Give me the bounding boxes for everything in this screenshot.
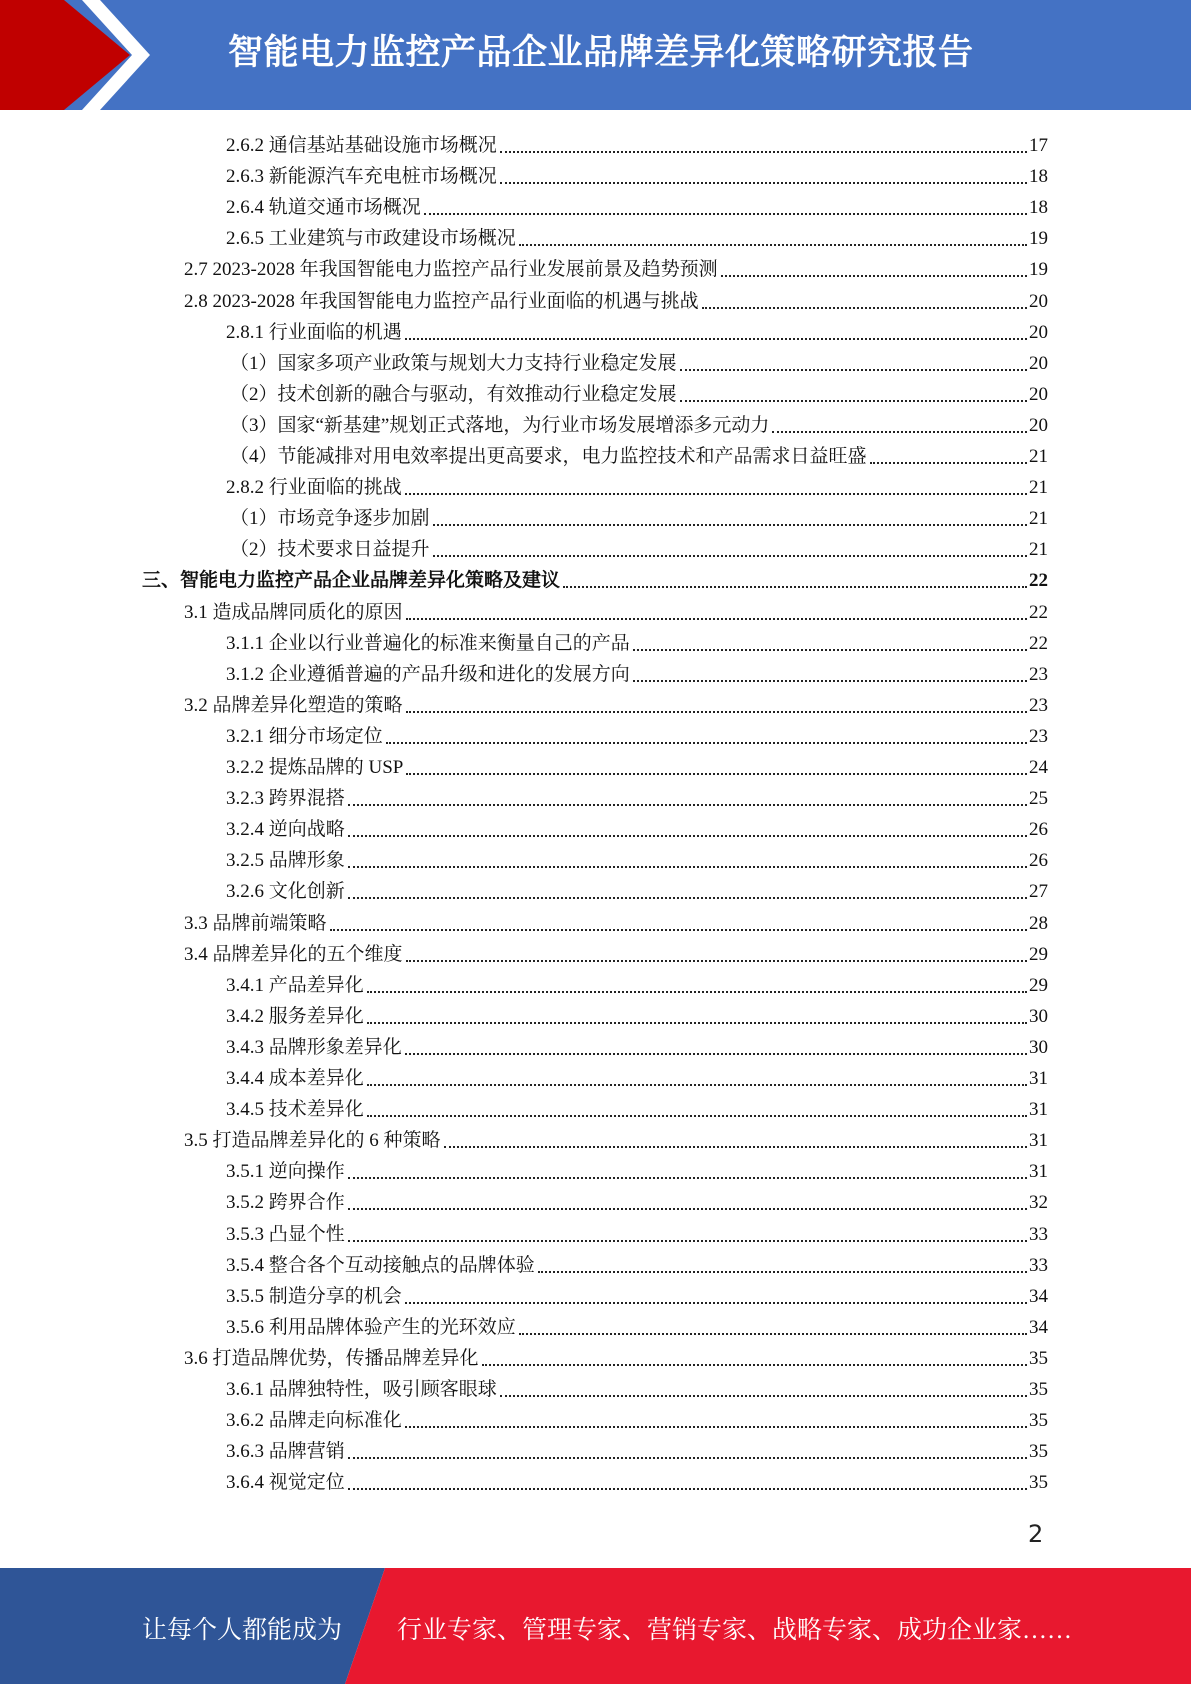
toc-dot-leader: [433, 502, 1027, 526]
page-header: [0, 0, 1191, 110]
toc-dot-leader: [367, 1093, 1027, 1117]
toc-entry[interactable]: [184, 905, 1048, 936]
toc-entry-page: 29: [1029, 943, 1048, 965]
toc-entry[interactable]: [226, 718, 1048, 749]
toc-entry-page: 22: [1029, 632, 1048, 654]
toc-entry-page: 26: [1029, 850, 1048, 872]
toc-dot-leader: [563, 564, 1027, 588]
toc-dot-leader: [870, 440, 1027, 464]
toc-entry-title: 2.7 2023-2028 年我国智能电力监控产品行业发展前景及趋势预测: [184, 259, 718, 281]
toc-entry-page: 20: [1029, 352, 1048, 374]
toc-dot-leader: [406, 689, 1027, 713]
toc-entry-title: （4）节能减排对用电效率提出更高要求，电力监控技术和产品需求日益旺盛: [230, 446, 867, 467]
toc-entry-page: 20: [1029, 383, 1048, 405]
toc-entry-title: 3.5.2 跨界合作: [226, 1192, 345, 1214]
toc-dot-leader: [721, 253, 1027, 277]
toc-entry-title: 3.4.3 品牌形象差异化: [226, 1036, 402, 1058]
page-number: 2: [1028, 1520, 1044, 1548]
toc-dot-leader: [424, 191, 1027, 215]
toc-dot-leader: [367, 1062, 1027, 1086]
toc-entry-title: （2）技术要求日益提升: [230, 539, 430, 561]
toc-entry[interactable]: [226, 656, 1048, 687]
toc-entry-page: 35: [1029, 1472, 1048, 1494]
toc-dot-leader: [348, 1435, 1027, 1459]
toc-entry-title: 3.2.1 细分市场定位: [226, 725, 383, 747]
toc-entry[interactable]: [184, 687, 1048, 718]
toc-entry[interactable]: [226, 1247, 1048, 1278]
toc-entry-page: 26: [1029, 819, 1048, 841]
toc-entry-title: 3.6.4 视觉定位: [226, 1472, 345, 1494]
toc-entry[interactable]: [226, 189, 1048, 220]
toc-dot-leader: [330, 907, 1027, 931]
toc-entry[interactable]: [184, 1340, 1048, 1371]
toc-entry[interactable]: [230, 500, 1048, 531]
toc-dot-leader: [500, 129, 1027, 153]
toc-entry[interactable]: [230, 407, 1048, 438]
toc-dot-leader: [405, 1280, 1027, 1304]
toc-entry-title: 3.4 品牌差异化的五个维度: [184, 943, 403, 965]
toc-entry[interactable]: [230, 376, 1048, 407]
toc-dot-leader: [406, 938, 1027, 962]
toc-entry[interactable]: [226, 1091, 1048, 1122]
toc-entry-page: 35: [1029, 1347, 1048, 1369]
toc-entry-page: 34: [1029, 1285, 1048, 1307]
toc-dot-leader: [444, 1124, 1027, 1148]
toc-entry-page: 33: [1029, 1223, 1048, 1245]
toc-dot-leader: [680, 347, 1027, 371]
toc-entry-title: 3.5.3 凸显个性: [226, 1223, 345, 1245]
toc-entry-title: 3.6.3 品牌营销: [226, 1441, 345, 1463]
toc-entry[interactable]: [226, 780, 1048, 811]
toc-entry-title: 3.2 品牌差异化塑造的策略: [184, 694, 403, 716]
toc-dot-leader: [386, 720, 1027, 744]
toc-entry-title: 2.6.4 轨道交通市场概况: [226, 197, 421, 219]
toc-dot-leader: [482, 1342, 1027, 1366]
toc-entry-title: 3.1.2 企业遵循普遍的产品升级和进化的发展方向: [226, 663, 630, 685]
toc-entry-title: 3.4.5 技术差异化: [226, 1099, 364, 1121]
toc-entry-page: 35: [1029, 1410, 1048, 1432]
toc-entry-title: 3.3 品牌前端策略: [184, 912, 327, 934]
toc-dot-leader: [406, 596, 1027, 620]
toc-dot-leader: [538, 1249, 1027, 1273]
document-title: 智能电力监控产品企业品牌差异化策略研究报告: [228, 33, 974, 73]
toc-entry-page: 19: [1029, 228, 1048, 250]
toc-entry-title: 2.6.2 通信基站基础设施市场概况: [226, 135, 497, 156]
toc-entry[interactable]: [226, 127, 1048, 158]
toc-entry[interactable]: [226, 1216, 1048, 1247]
toc-entry-page: 22: [1029, 570, 1048, 592]
toc-dot-leader: [405, 1031, 1027, 1055]
toc-entry[interactable]: [226, 314, 1048, 345]
toc-entry-title: 3.2.5 品牌形象: [226, 850, 345, 872]
toc-entry-page: 18: [1029, 197, 1048, 219]
toc-entry-page: 28: [1029, 912, 1048, 934]
toc-entry-title: 2.8.2 行业面临的挑战: [226, 477, 402, 499]
toc-entry-title: 2.6.5 工业建筑与市政建设市场概况: [226, 228, 516, 250]
toc-entry-title: 三、智能电力监控产品企业品牌差异化策略及建议: [142, 570, 561, 592]
toc-entry-title: 3.6 打造品牌优势，传播品牌差异化: [184, 1347, 479, 1369]
toc-entry-page: 31: [1029, 1130, 1048, 1152]
toc-entry[interactable]: [226, 1153, 1048, 1184]
toc-entry-page: 23: [1029, 663, 1048, 685]
toc-entry[interactable]: [226, 967, 1048, 998]
toc-entry-page: 35: [1029, 1379, 1048, 1400]
toc-entry-page: 21: [1029, 508, 1048, 530]
toc-entry[interactable]: [184, 251, 1048, 282]
toc-entry-title: 3.1.1 企业以行业普遍化的标准来衡量自己的产品: [226, 632, 630, 654]
toc-entry-page: 17: [1029, 135, 1048, 156]
toc-entry-title: 3.6.2 品牌走向标准化: [226, 1410, 402, 1432]
toc-entry[interactable]: [226, 1402, 1048, 1433]
toc-entry-page: 19: [1029, 259, 1048, 281]
toc-entry-page: 20: [1029, 321, 1048, 343]
toc-entry[interactable]: [226, 842, 1048, 873]
toc-entry-title: 3.5.5 制造分享的机会: [226, 1285, 402, 1307]
toc-entry-page: 30: [1029, 1005, 1048, 1027]
toc-entry-title: （2）技术创新的融合与驱动，有效推动行业稳定发展: [230, 383, 677, 405]
toc-dot-leader: [406, 751, 1027, 775]
toc-entry[interactable]: [226, 749, 1048, 780]
toc-dot-leader: [405, 471, 1027, 495]
toc-entry-page: 34: [1029, 1316, 1048, 1338]
toc-entry-title: 3.2.3 跨界混搭: [226, 788, 345, 810]
toc-entry-page: 18: [1029, 166, 1048, 188]
toc-entry[interactable]: [230, 438, 1048, 469]
toc-entry[interactable]: [184, 594, 1048, 625]
toc-entry-page: 31: [1029, 1161, 1048, 1183]
toc-dot-leader: [348, 1218, 1027, 1242]
toc-entry[interactable]: [226, 1309, 1048, 1340]
toc-entry-title: 3.4.2 服务差异化: [226, 1005, 364, 1027]
toc-entry-title: 3.5 打造品牌差异化的 6 种策略: [184, 1130, 441, 1152]
toc-entry-title: （3）国家“新基建”规划正式落地，为行业市场发展增添多元动力: [230, 414, 770, 436]
toc-entry-page: 21: [1029, 477, 1048, 499]
footer-slogan-right: 行业专家、管理专家、营销专家、战略专家、成功企业家……: [397, 1617, 1073, 1644]
toc-entry[interactable]: [226, 158, 1048, 189]
toc-dot-leader: [348, 782, 1027, 806]
toc-entry-page: 33: [1029, 1254, 1048, 1276]
toc-entry-title: 3.5.6 利用品牌体验产生的光环效应: [226, 1316, 516, 1338]
toc-entry-page: 31: [1029, 1068, 1048, 1089]
toc-entry-page: 29: [1029, 974, 1048, 996]
toc-dot-leader: [405, 316, 1027, 340]
toc-entry-page: 23: [1029, 694, 1048, 716]
toc-entry[interactable]: [226, 1278, 1048, 1309]
toc-entry[interactable]: [226, 1371, 1048, 1402]
toc-dot-leader: [405, 1404, 1027, 1428]
page-footer: [0, 1568, 1191, 1684]
toc-dot-leader: [702, 285, 1027, 309]
toc-entry-page: 21: [1029, 539, 1048, 561]
toc-entry-title: 3.2.2 提炼品牌的 USP: [226, 757, 404, 778]
toc-entry-title: 3.5.1 逆向操作: [226, 1161, 345, 1183]
toc-entry[interactable]: [226, 1029, 1048, 1060]
toc-dot-leader: [348, 1155, 1027, 1179]
toc-entry-page: 27: [1029, 881, 1048, 903]
toc-entry-title: 3.4.1 产品差异化: [226, 974, 364, 996]
footer-slogan-left: 让每个人都能成为: [142, 1617, 343, 1644]
toc-entry-page: 25: [1029, 788, 1048, 810]
toc-entry-page: 30: [1029, 1036, 1048, 1058]
toc-dot-leader: [500, 160, 1027, 184]
toc-entry-page: 23: [1029, 725, 1048, 747]
toc-dot-leader: [348, 875, 1027, 899]
toc-dot-leader: [680, 378, 1027, 402]
toc-dot-leader: [367, 969, 1027, 993]
toc-entry-page: 20: [1029, 414, 1048, 436]
toc-entry[interactable]: [142, 562, 1048, 593]
toc-dot-leader: [772, 409, 1027, 433]
toc-dot-leader: [519, 1311, 1027, 1335]
toc-entry-title: 2.8.1 行业面临的机遇: [226, 321, 402, 343]
toc-entry[interactable]: [226, 469, 1048, 500]
toc-entry-title: 3.4.4 成本差异化: [226, 1068, 364, 1089]
toc-entry[interactable]: [226, 998, 1048, 1029]
toc-entry-title: 3.6.1 品牌独特性，吸引顾客眼球: [226, 1379, 497, 1400]
toc-entry[interactable]: [226, 1464, 1048, 1495]
toc-entry-title: （1）市场竞争逐步加剧: [230, 508, 430, 530]
toc-entry[interactable]: [226, 625, 1048, 656]
toc-dot-leader: [519, 222, 1027, 246]
toc-entry[interactable]: [230, 345, 1048, 376]
toc-entry[interactable]: [184, 1122, 1048, 1153]
toc-entry-page: 31: [1029, 1099, 1048, 1121]
toc-entry-page: 24: [1029, 757, 1048, 778]
toc-dot-leader: [633, 658, 1027, 682]
toc-entry-title: 3.2.6 文化创新: [226, 881, 345, 903]
toc-entry[interactable]: [184, 283, 1048, 314]
toc-entry-page: 35: [1029, 1441, 1048, 1463]
toc-entry-title: 3.1 造成品牌同质化的原因: [184, 601, 403, 623]
toc-entry[interactable]: [184, 936, 1048, 967]
toc-dot-leader: [348, 813, 1027, 837]
toc-entry-title: 2.8 2023-2028 年我国智能电力监控产品行业面临的机遇与挑战: [184, 290, 699, 312]
toc-dot-leader: [348, 844, 1027, 868]
toc-entry-title: （1）国家多项产业政策与规划大力支持行业稳定发展: [230, 352, 677, 374]
toc-dot-leader: [367, 1000, 1027, 1024]
toc-entry-title: 3.5.4 整合各个互动接触点的品牌体验: [226, 1254, 535, 1276]
toc-entry-title: 2.6.3 新能源汽车充电桩市场概况: [226, 166, 497, 188]
toc-entry[interactable]: [226, 873, 1048, 904]
toc-entry-title: 3.2.4 逆向战略: [226, 819, 345, 841]
toc-entry[interactable]: [230, 531, 1048, 562]
toc-entry[interactable]: [226, 811, 1048, 842]
toc-dot-leader: [348, 1466, 1027, 1490]
toc-entry[interactable]: [226, 1184, 1048, 1215]
toc-dot-leader: [500, 1373, 1027, 1397]
toc-dot-leader: [348, 1186, 1027, 1210]
toc-entry-page: 21: [1029, 446, 1048, 467]
toc-entry[interactable]: [226, 1433, 1048, 1464]
toc-entry-page: 22: [1029, 601, 1048, 623]
toc-entry[interactable]: [226, 1060, 1048, 1091]
toc-entry-page: 20: [1029, 290, 1048, 312]
toc-entry[interactable]: [226, 220, 1048, 251]
toc-entry-page: 32: [1029, 1192, 1048, 1214]
toc-dot-leader: [633, 627, 1027, 651]
toc-dot-leader: [433, 533, 1027, 557]
